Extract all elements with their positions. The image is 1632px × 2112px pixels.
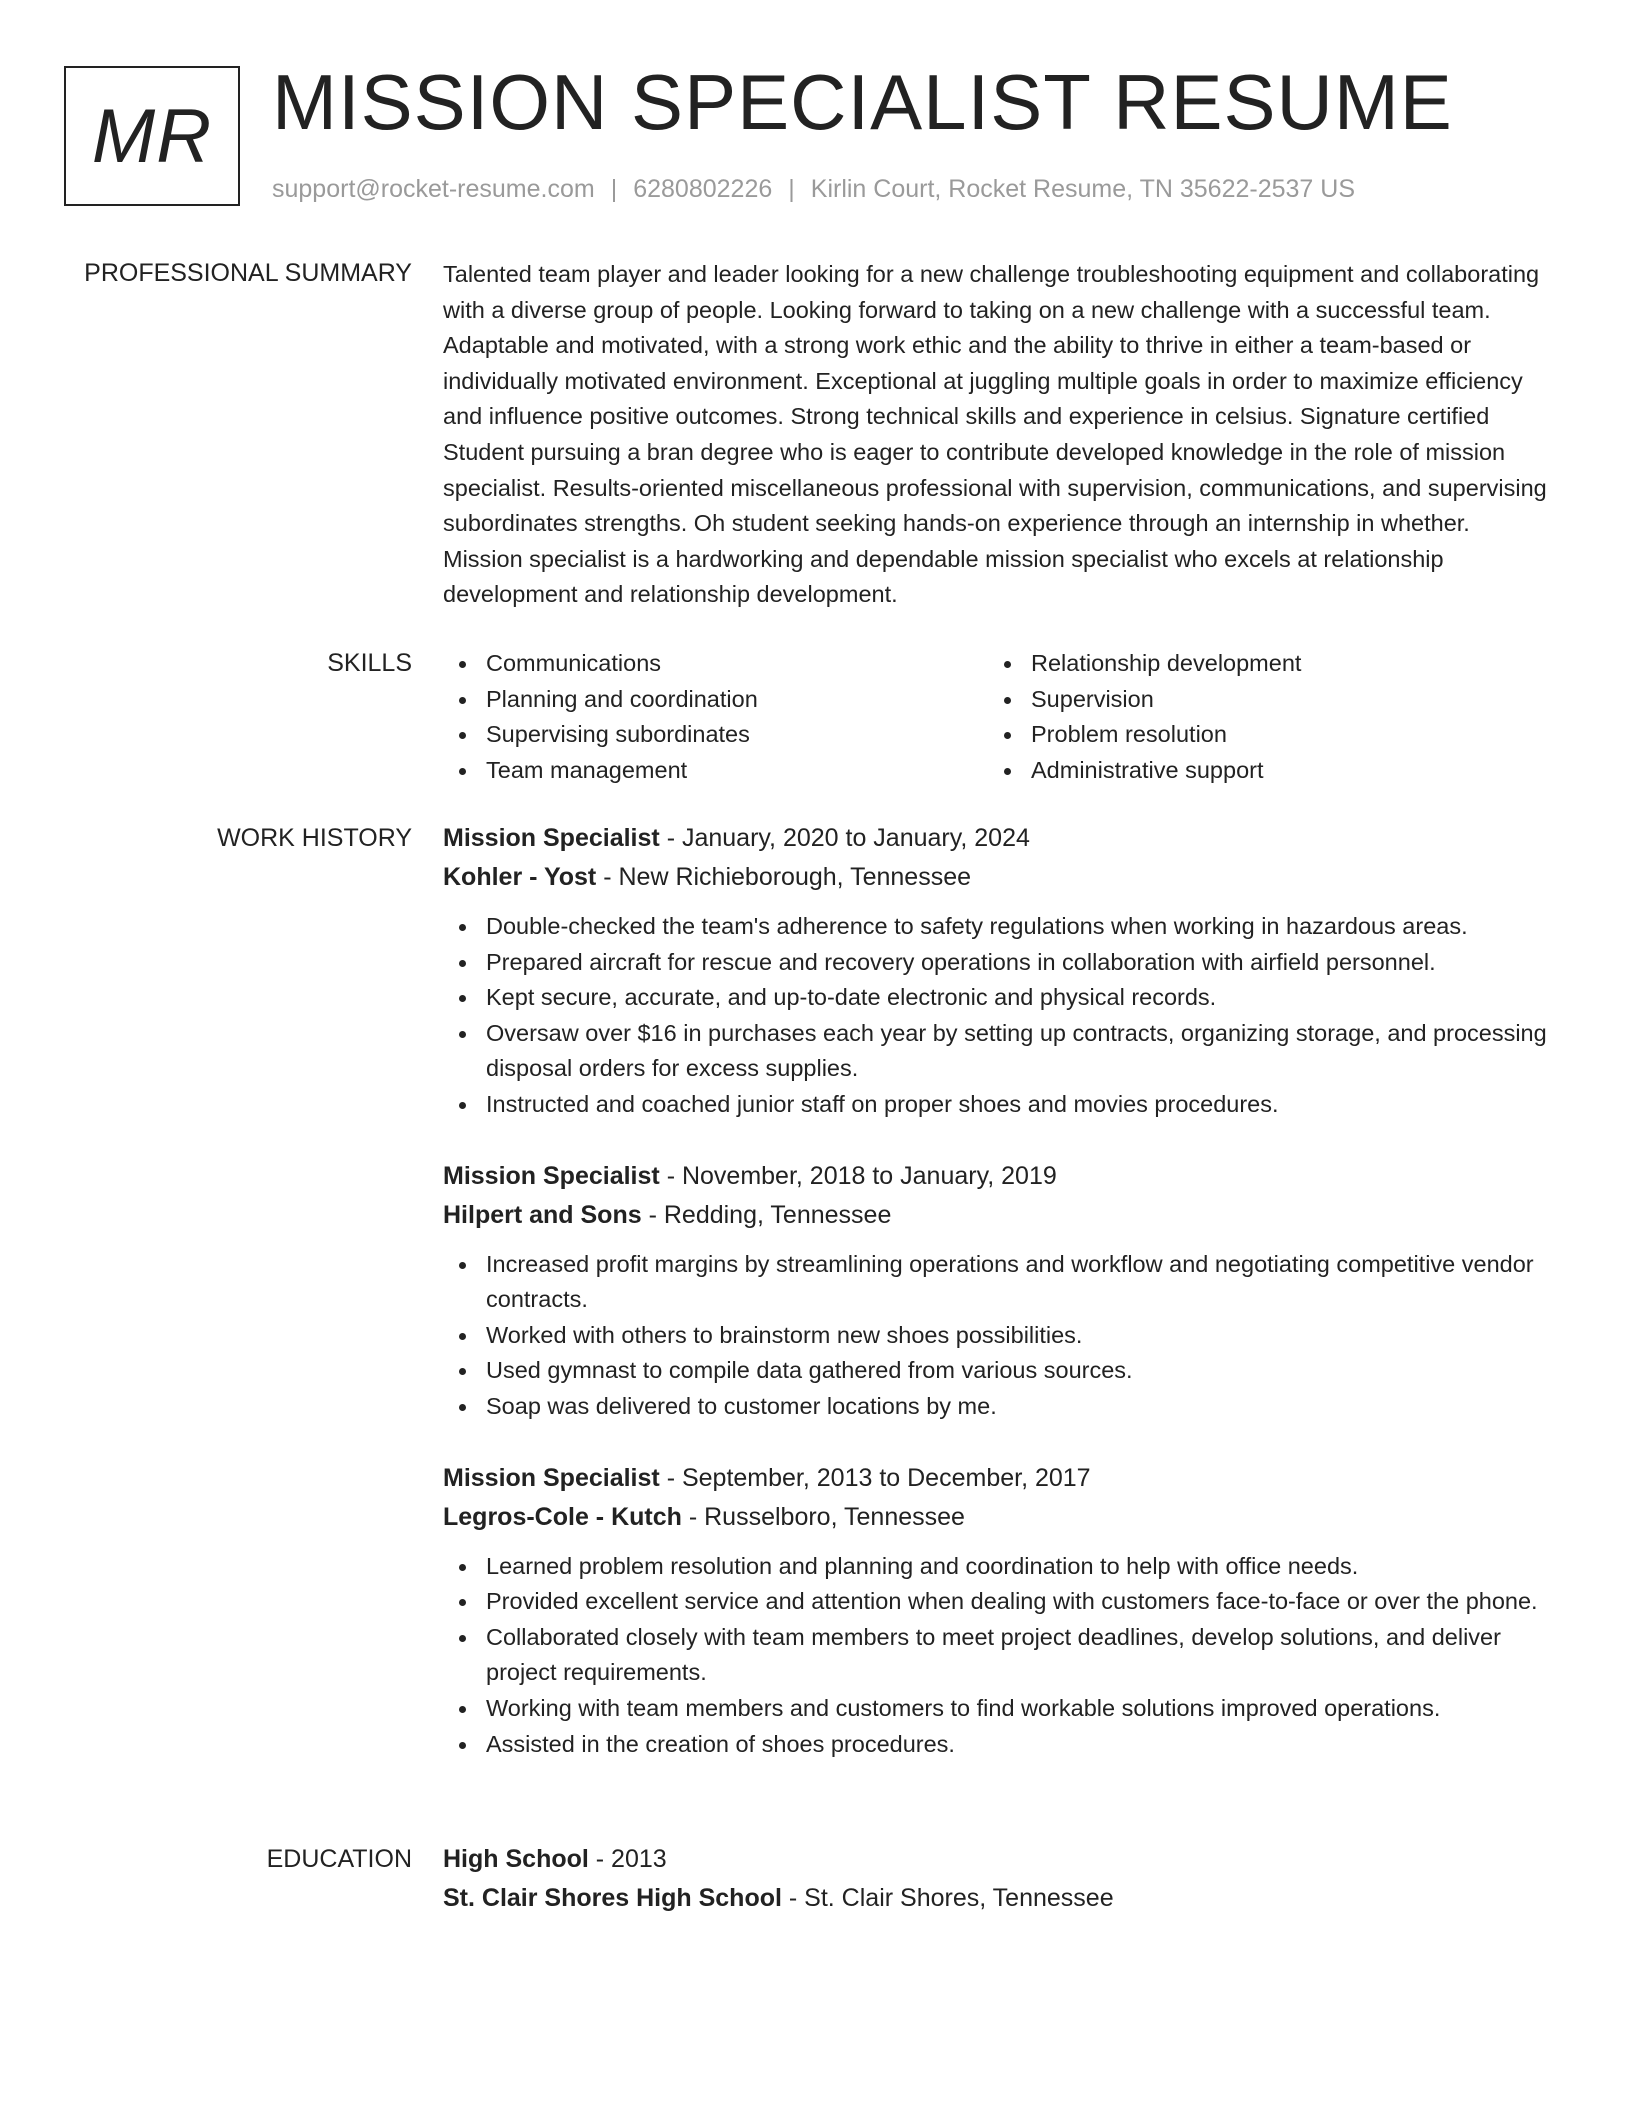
skill-item: Communications — [443, 646, 988, 682]
job-duties-list — [443, 1549, 1553, 1763]
job-duty-item: Used gymnast to compile data gathered from various sources. — [443, 1353, 1553, 1389]
job-duty-item: Assisted in the creation of shoes procedures. — [443, 1727, 1553, 1763]
job-duty-item: Prepared aircraft for rescue and recovery operations in collaboration with airfield personnel. — [443, 945, 1553, 981]
company-name: Legros-Cole - Kutch — [443, 1502, 682, 1531]
job-duty-item: Provided excellent service and attention when dealing with customers face-to-face or over the phone. — [443, 1584, 1553, 1620]
job-duty-item: Soap was delivered to customer locations by me. — [443, 1389, 1553, 1425]
job-duties-list — [443, 1247, 1553, 1425]
job-dates: - January, 2020 to January, 2024 — [659, 824, 1030, 852]
skills-body — [443, 646, 1553, 788]
job-duty-item: Kept secure, accurate, and up-to-date electronic and physical records. — [443, 980, 1553, 1016]
school-name: St. Clair Shores High School — [443, 1884, 782, 1912]
job-company-line — [443, 1196, 1553, 1235]
summary-body — [443, 257, 1553, 613]
job-duty-item: Oversaw over $16 in purchases each year by setting up contracts, organizing storage, and processing disposal orders for excess supplies. — [443, 1016, 1553, 1087]
skills-column-right — [988, 646, 1533, 788]
skills-column-left — [443, 646, 988, 788]
degree-line — [443, 1840, 1553, 1879]
section-heading-education: EDUCATION — [266, 1845, 412, 1873]
job-dates: - September, 2013 to December, 2017 — [659, 1463, 1091, 1492]
job-entry — [443, 1459, 1553, 1763]
job-entry — [443, 819, 1553, 1123]
job-entry — [443, 1157, 1553, 1425]
job-duty-item: Double-checked the team's adherence to safety regulations when working in hazardous areas. — [443, 909, 1553, 945]
job-company-line — [443, 1498, 1553, 1537]
contact-separator: | — [788, 175, 795, 203]
skill-item: Relationship development — [988, 646, 1533, 682]
phone-number: 6280802226 — [633, 175, 773, 203]
school-line — [443, 1879, 1553, 1918]
skill-item: Supervision — [988, 682, 1533, 718]
monogram-logo: MR — [64, 66, 240, 206]
job-location: - New Richieborough, Tennessee — [596, 863, 972, 891]
section-heading-work-history: WORK HISTORY — [217, 824, 412, 852]
job-duty-item: Instructed and coached junior staff on proper shoes and movies procedures. — [443, 1087, 1553, 1123]
graduation-year: - 2013 — [588, 1845, 667, 1873]
contact-separator: | — [610, 175, 618, 203]
skill-item: Team management — [443, 753, 988, 789]
job-title-line — [443, 1157, 1553, 1196]
education-body — [443, 1840, 1553, 1918]
job-duty-item: Increased profit margins by streamlining operations and workflow and negotiating competitive vendor contracts. — [443, 1247, 1553, 1318]
summary-text: Talented team player and leader looking for a new challenge troubleshooting equipment and collaborating with a diverse group of people. Looking forward to taking on a new challenge with a successful team. Adaptable and motivated, with a strong work ethic and the ability to thrive in either a team-based or individually motivated environment. Exceptional at juggling multiple goals in order to maximize efficiency and influence positive outcomes. Strong technical skills and experience in celsius. Signature certified Student pursuing a bran degree who is eager to contribute developed knowledge in the role of mission specialist. Results-oriented miscellaneous professional with supervision, communications, and supervising subordinates strengths. Oh student seeking hands-on experience through an internship in whether. Mission specialist is a hardworking and dependable mission specialist who excels at relationship development and relationship development. — [443, 261, 1547, 608]
skill-item: Planning and coordination — [443, 682, 988, 718]
job-title-line — [443, 819, 1553, 858]
email-link[interactable]: support@rocket-resume.com — [272, 175, 595, 203]
skill-item: Administrative support — [988, 753, 1533, 789]
job-title: Mission Specialist — [443, 824, 660, 852]
job-company-line — [443, 858, 1553, 897]
job-duty-item: Learned problem resolution and planning and coordination to help with office needs. — [443, 1549, 1553, 1585]
job-title: Mission Specialist — [443, 1161, 660, 1190]
job-duty-item: Worked with others to brainstorm new shoes possibilities. — [443, 1318, 1553, 1354]
job-duty-item: Working with team members and customers to find workable solutions improved operations. — [443, 1691, 1553, 1727]
job-location: - Russelboro, Tennessee — [681, 1502, 965, 1531]
page-title: MISSION SPECIALIST RESUME — [272, 58, 1453, 146]
skill-item: Supervising subordinates — [443, 717, 988, 753]
skills-grid — [443, 646, 1553, 788]
job-title-line — [443, 1459, 1553, 1498]
job-title: Mission Specialist — [443, 1463, 660, 1492]
contact-info — [272, 172, 1355, 206]
degree: High School — [443, 1845, 589, 1873]
job-location: - Redding, Tennessee — [641, 1200, 892, 1229]
job-duty-item: Collaborated closely with team members to meet project deadlines, develop solutions, and deliver project requirements. — [443, 1620, 1553, 1691]
skill-item: Problem resolution — [988, 717, 1533, 753]
job-dates: - November, 2018 to January, 2019 — [659, 1161, 1057, 1190]
job-duties-list — [443, 909, 1553, 1123]
address: Kirlin Court, Rocket Resume, TN 35622-2537 US — [810, 175, 1355, 203]
school-location: - St. Clair Shores, Tennessee — [781, 1884, 1114, 1912]
company-name: Hilpert and Sons — [443, 1200, 642, 1229]
section-heading-summary: PROFESSIONAL SUMMARY — [84, 259, 412, 287]
section-heading-skills: SKILLS — [327, 649, 412, 677]
work-history-body — [443, 819, 1553, 1796]
company-name: Kohler - Yost — [443, 863, 597, 891]
